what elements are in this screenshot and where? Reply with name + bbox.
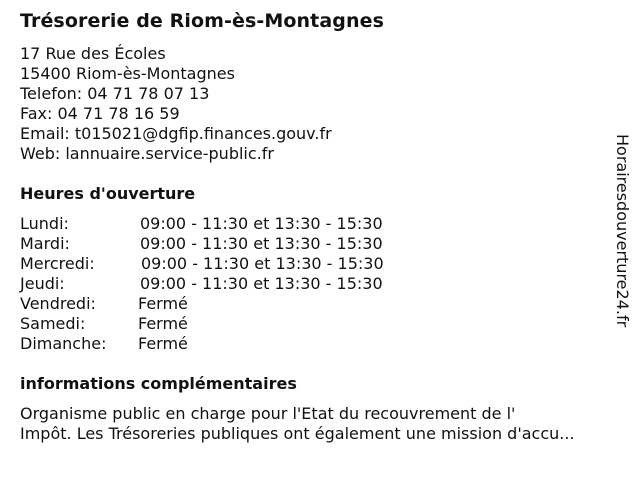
- additional-info-text: [20, 404, 630, 444]
- city-address: 15400 Riom-ès-Montagnes: [20, 64, 235, 83]
- day-label: Vendredi:: [20, 294, 96, 313]
- website: Web: lannuaire.service-public.fr: [20, 144, 274, 163]
- phone-number: Telefon: 04 71 78 07 13: [20, 84, 210, 103]
- opening-hours-heading: Heures d'ouverture: [20, 184, 196, 203]
- time-value: 09:00 - 11:30 et 13:30 - 15:30: [140, 274, 383, 293]
- email-address: Email: t015021@dgfip.finances.gouv.fr: [20, 124, 332, 143]
- page-title: Trésorerie de Riom-ès-Montagnes: [20, 10, 385, 32]
- time-value: Fermé: [138, 294, 188, 313]
- time-value: Fermé: [138, 334, 188, 353]
- day-label: Mardi:: [20, 234, 70, 253]
- info-line: Organisme public en charge pour l'Etat du recouvrement de l': [20, 404, 516, 423]
- info-line: Impôt. Les Trésoreries publiques ont également une mission d'accu...: [20, 424, 575, 443]
- time-value: Fermé: [138, 314, 188, 333]
- day-label: Lundi:: [20, 214, 69, 233]
- contact-block: [20, 44, 332, 164]
- fax-number: Fax: 04 71 78 16 59: [20, 104, 180, 123]
- time-value: 09:00 - 11:30 et 13:30 - 15:30: [141, 254, 384, 273]
- street-address: 17 Rue des Écoles: [20, 44, 166, 63]
- day-label: Mercredi:: [20, 254, 95, 273]
- time-value: 09:00 - 11:30 et 13:30 - 15:30: [140, 234, 383, 253]
- day-label: Samedi:: [20, 314, 86, 333]
- day-label: Dimanche:: [20, 334, 107, 353]
- time-value: 09:00 - 11:30 et 13:30 - 15:30: [140, 214, 383, 233]
- day-label: Jeudi:: [20, 274, 65, 293]
- additional-info-heading: informations complémentaires: [20, 374, 297, 393]
- watermark-brand: Horairesdouverture24.fr: [613, 134, 632, 328]
